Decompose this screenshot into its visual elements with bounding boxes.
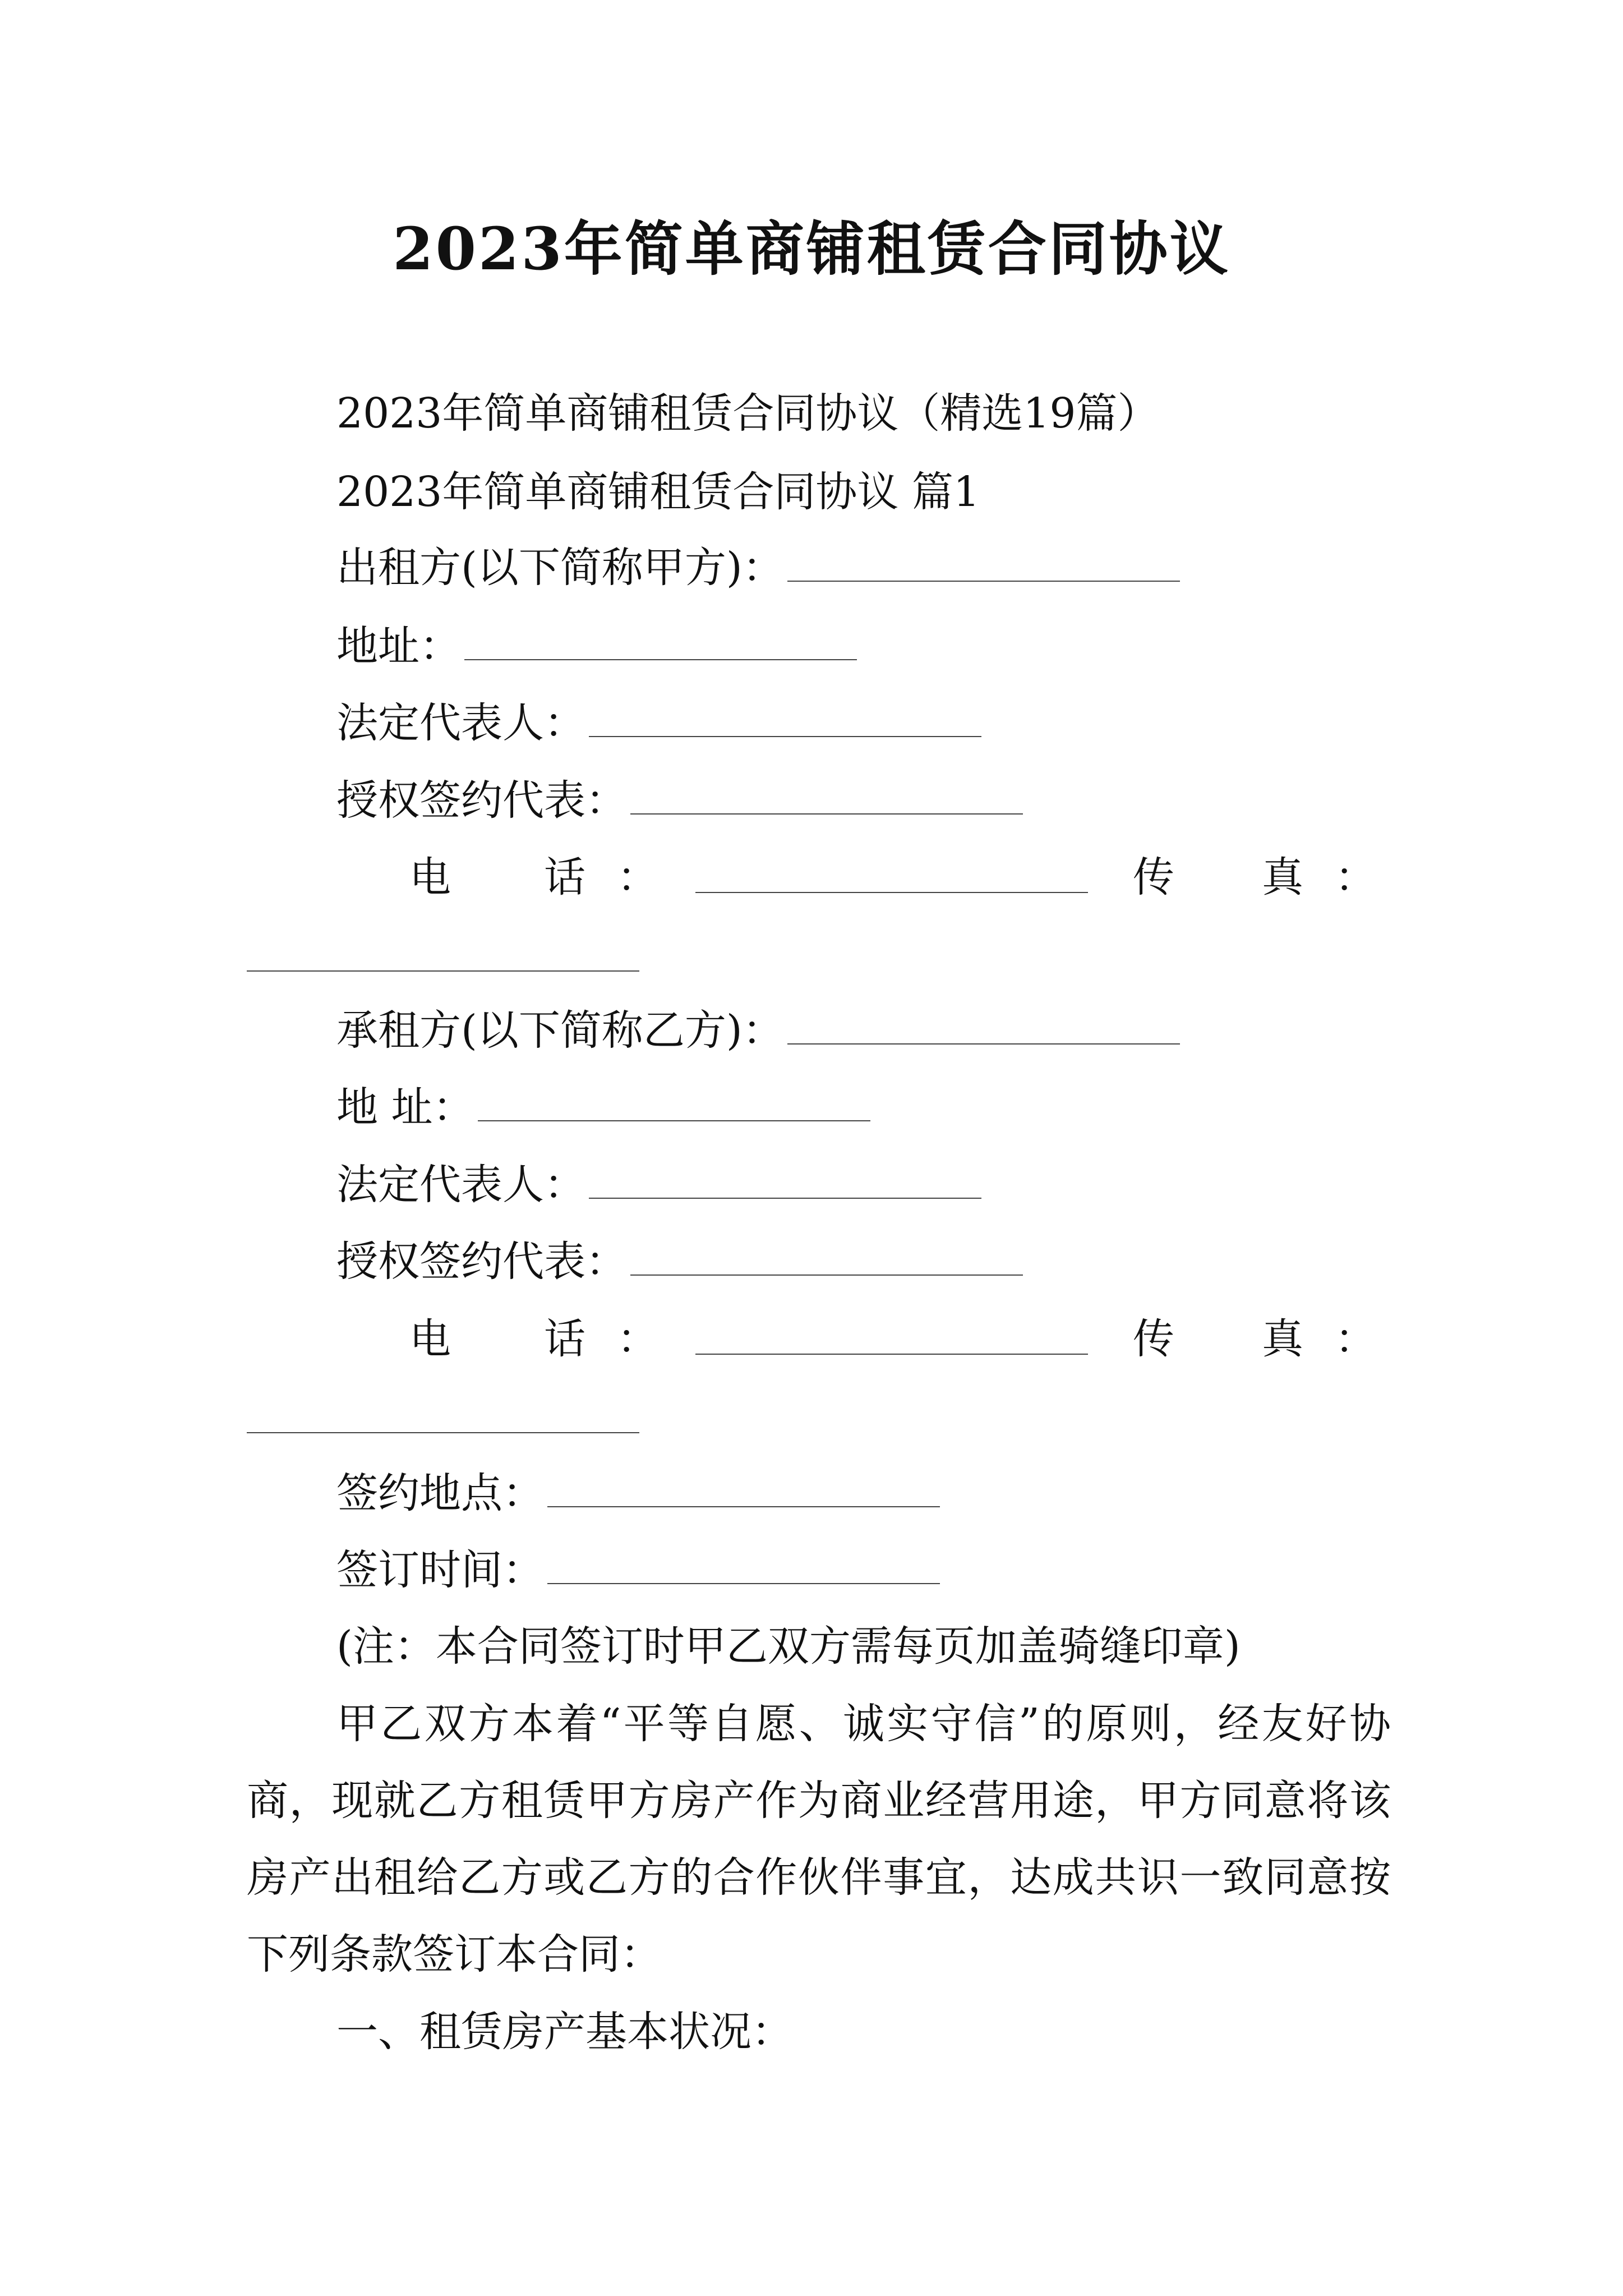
sign-time-label: 签订时间：: [336, 1546, 544, 1594]
party-a-address-blank[interactable]: [464, 625, 857, 660]
party-a-fax-char2: 真: [1262, 853, 1303, 901]
party-b-legal-rep-blank[interactable]: [589, 1164, 981, 1199]
party-a-lessor-blank[interactable]: [787, 547, 1180, 582]
party-a-fax-blank[interactable]: [247, 970, 639, 972]
party-a-auth-rep-blank[interactable]: [630, 780, 1023, 815]
sign-time-blank[interactable]: [547, 1549, 940, 1584]
sign-place-blank[interactable]: [547, 1473, 940, 1507]
party-b-auth-rep-line: [336, 1237, 1023, 1286]
sign-time-line: [336, 1546, 940, 1594]
party-a-phone-char1: 电: [409, 853, 451, 901]
party-b-fax-char1: 传: [1133, 1315, 1174, 1363]
party-a-legal-rep-line: [336, 699, 981, 747]
party-b-phone-char2: 话: [544, 1315, 585, 1363]
party-a-phone-colon: ：: [617, 853, 658, 901]
sign-place-line: [336, 1469, 940, 1517]
party-a-phone-char2: 话: [544, 853, 585, 901]
party-a-fax-colon: ：: [1335, 853, 1376, 901]
body-paragraph: 甲乙双方本着“平等自愿、诚实守信”的原则，经友好协商，现就乙方租赁甲方房产作为商业经营用途，甲方同意将该房产出租给乙方或乙方的合作伙伴事宜，达成共识一致同意按下列条款签订本合同：: [247, 1700, 1391, 1978]
party-a-auth-rep-line: [336, 776, 1023, 825]
party-b-legal-rep-line: [336, 1161, 981, 1209]
party-b-phone-char1: 电: [409, 1315, 451, 1363]
party-b-fax-colon: ：: [1335, 1315, 1376, 1363]
party-b-phone-blank[interactable]: [695, 1354, 1088, 1355]
party-b-lessee-label: 承租方(以下简称乙方)：: [336, 1006, 784, 1055]
party-b-auth-rep-label: 授权签约代表：: [336, 1237, 627, 1286]
sign-place-label: 签约地点：: [336, 1469, 544, 1517]
party-b-address-blank[interactable]: [478, 1087, 870, 1121]
party-b-fax-char2: 真: [1262, 1315, 1303, 1363]
seal-note: (注：本合同签订时甲乙双方需每页加盖骑缝印章): [336, 1622, 1241, 1671]
party-b-phone-colon: ：: [617, 1315, 658, 1363]
party-b-legal-rep-label: 法定代表人：: [336, 1161, 585, 1209]
party-b-address-label: 地 址：: [336, 1083, 474, 1131]
party-a-address-label: 地址：: [336, 622, 461, 670]
party-a-legal-rep-label: 法定代表人：: [336, 699, 585, 747]
party-b-address-line: [336, 1083, 870, 1131]
party-a-legal-rep-blank[interactable]: [589, 702, 981, 737]
party-b-fax-blank[interactable]: [247, 1432, 639, 1433]
section-heading: 2023年简单商铺租赁合同协议 篇1: [336, 468, 980, 516]
party-a-lessor-label: 出租方(以下简称甲方)：: [336, 544, 784, 592]
party-b-lessee-blank[interactable]: [787, 1010, 1180, 1045]
clause-1-heading: 一、租赁房产基本状况：: [336, 2008, 793, 2056]
party-b-auth-rep-blank[interactable]: [630, 1241, 1023, 1276]
document-title: 2023年简单商铺租赁合同协议: [393, 214, 1230, 283]
party-a-fax-char1: 传: [1133, 853, 1174, 901]
party-a-phone-blank[interactable]: [695, 892, 1088, 893]
party-a-lessor-line: [336, 544, 1180, 592]
party-b-lessee-line: [336, 1006, 1180, 1055]
party-a-address-line: [336, 622, 857, 670]
party-a-auth-rep-label: 授权签约代表：: [336, 776, 627, 825]
document-subtitle: 2023年简单商铺租赁合同协议（精选19篇）: [336, 389, 1159, 438]
